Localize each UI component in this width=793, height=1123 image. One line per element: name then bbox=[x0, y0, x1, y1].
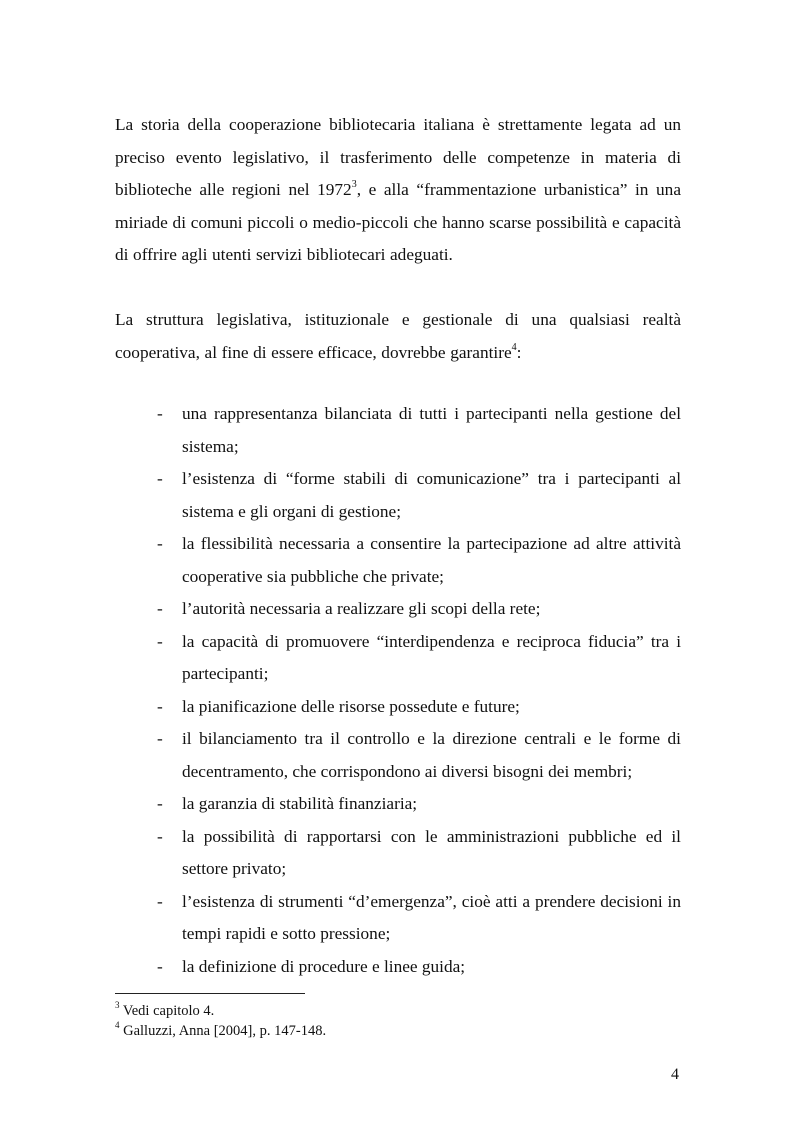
footnote-reference[interactable]: 3 bbox=[351, 179, 357, 191]
list-marker: - bbox=[157, 794, 163, 813]
footnote bbox=[115, 1001, 326, 1021]
footnotes bbox=[115, 1001, 326, 1041]
list-item bbox=[0, 593, 681, 626]
list-item bbox=[0, 788, 681, 821]
footnote-number: 3 bbox=[115, 1000, 120, 1011]
list-item-text: la garanzia di stabilità finanziaria; bbox=[182, 794, 418, 813]
list-item bbox=[0, 951, 681, 984]
list-marker: - bbox=[157, 469, 163, 488]
requirements-list bbox=[0, 398, 793, 983]
footnote-reference[interactable]: 4 bbox=[511, 341, 517, 353]
list-marker: - bbox=[157, 631, 163, 651]
list-item bbox=[0, 886, 681, 951]
paragraph-text: : bbox=[516, 342, 522, 362]
list-marker: - bbox=[157, 534, 163, 553]
list-item-text: l’esistenza di “forme stabili di comunicazione” tra i partecipanti al sistema e gli organi di gestione; bbox=[182, 469, 681, 521]
list-marker: - bbox=[157, 956, 163, 976]
paragraph-text: La struttura legislativa, istituzionale e gestionale di una qualsiasi realtà cooperativa, al fine di essere efficace, dovrebbe garantire bbox=[115, 310, 681, 362]
list-marker: - bbox=[157, 696, 163, 716]
body-paragraph bbox=[115, 109, 681, 272]
list-item bbox=[0, 398, 681, 463]
footnote-text: Vedi capitolo 4. bbox=[122, 1003, 215, 1019]
footnote bbox=[115, 1021, 326, 1041]
list-marker: - bbox=[157, 729, 163, 748]
list-marker: - bbox=[157, 891, 163, 911]
list-item-text: l’esistenza di strumenti “d’emergenza”, cioè atti a prendere decisioni in tempi rapidi e sotto pressione; bbox=[182, 891, 681, 943]
list-marker: - bbox=[157, 599, 163, 618]
list-item-text: la flessibilità necessaria a consentire la partecipazione ad altre attività cooperative sia pubbliche che private; bbox=[182, 534, 681, 586]
footnote-separator bbox=[115, 993, 305, 994]
list-item-text: la pianificazione delle risorse possedute e future; bbox=[182, 696, 520, 716]
list-item-text: l’autorità necessaria a realizzare gli scopi della rete; bbox=[182, 599, 541, 618]
list-item bbox=[0, 821, 681, 886]
list-item-text: il bilanciamento tra il controllo e la direzione centrali e le forme di decentramento, che corrispondono ai diversi bisogni dei membri; bbox=[182, 729, 681, 781]
list-marker: - bbox=[157, 404, 163, 423]
list-item-text: la possibilità di rapportarsi con le amministrazioni pubbliche ed il settore privato; bbox=[182, 826, 681, 878]
list-item bbox=[0, 463, 681, 528]
list-item-text: la definizione di procedure e linee guida; bbox=[182, 956, 466, 976]
paragraph-text: , e alla “frammentazione urbanistica” in una miriade di comuni piccoli o medio-piccoli che hanno scarse possibilità e capacità di offrire agli utenti servizi bibliotecari adeguati. bbox=[115, 180, 681, 264]
list-item bbox=[0, 723, 681, 788]
body-paragraph bbox=[115, 304, 681, 369]
paragraph-text: La storia della cooperazione bibliotecaria italiana è strettamente legata ad un preciso evento legislativo, il trasferimento delle competenze in materia di biblioteche alle regioni nel 1972 bbox=[115, 115, 681, 199]
list-item-text: la capacità di promuovere “interdipendenza e reciproca fiducia” tra i partecipanti; bbox=[182, 631, 681, 683]
page-number: 4 bbox=[671, 1066, 679, 1083]
footnote-number: 4 bbox=[115, 1020, 120, 1031]
list-item bbox=[0, 691, 681, 724]
list-item bbox=[0, 528, 681, 593]
list-marker: - bbox=[157, 826, 163, 846]
list-item-text: una rappresentanza bilanciata di tutti i partecipanti nella gestione del sistema; bbox=[182, 404, 681, 456]
list-item bbox=[0, 626, 681, 691]
footnote-text: Galluzzi, Anna [2004], p. 147-148. bbox=[123, 1023, 327, 1039]
